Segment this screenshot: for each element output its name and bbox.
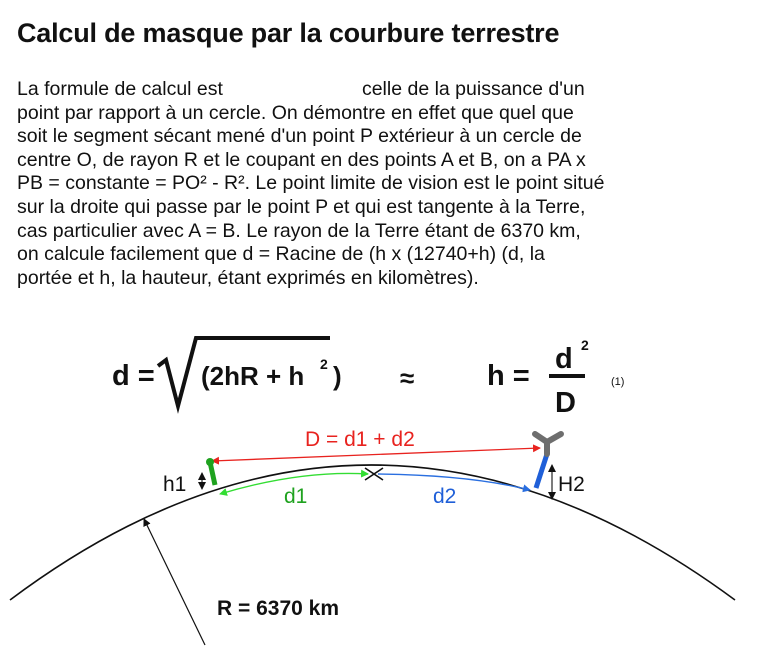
paragraph-line: soit le segment sécant mené d'un point P extérieur à un cercle de (17, 125, 582, 148)
paragraph-line: point par rapport à un cercle. On démontre en effet que quel que (17, 101, 574, 124)
label-d1: d1 (284, 485, 308, 508)
formula-radicand: (2hR + h (201, 361, 305, 391)
formula-rhs-lhs: h = (487, 360, 530, 392)
earth-surface-arc (10, 465, 735, 600)
formula-radicand-exponent: 2 (320, 356, 328, 372)
paragraph-line: sur la droite qui passe par le point P et qui est tangente à la Terre, (17, 195, 586, 218)
paragraph-line: centre O, de rayon R et le coupant en des points A et B, on a PA x (17, 148, 586, 171)
paragraph-line: cas particulier avec A = B. Le rayon de la Terre étant de 6370 km, (17, 219, 581, 242)
paragraph-line: portée et h, la hauteur, étant exprimés en kilomètres). (17, 266, 479, 289)
right-antenna-mast (536, 454, 547, 488)
fraction-denominator: D (555, 387, 576, 419)
paragraph-line-end: celle de la puissance d'un (361, 78, 585, 100)
label-h1: h1 (163, 473, 187, 496)
paragraph-line: PB = constante = PO² - R². Le point limite de vision est le point situé (17, 172, 605, 195)
paragraph-line-start: La formule de calcul est (17, 78, 223, 100)
label-R: R = 6370 km (217, 597, 340, 620)
fraction-numerator-exponent: 2 (581, 337, 589, 353)
label-D: D = d1 + d2 (305, 428, 415, 451)
right-antenna-head (535, 434, 561, 454)
approx-sign: ≈ (400, 363, 415, 393)
page-title: Calcul de masque par la courbure terrestre (17, 18, 560, 48)
label-H2: H2 (558, 473, 585, 496)
label-d2: d2 (433, 485, 457, 508)
fraction-numerator: d (555, 343, 573, 375)
left-antenna-dot (206, 458, 214, 466)
radius-arrow (144, 519, 205, 645)
formula (112, 337, 624, 419)
paragraph-line: on calcule facilement que d = Racine de (h x (12740+h) (d, la (17, 243, 545, 266)
formula-lhs: d = (112, 360, 155, 392)
footnote-marker: (1) (611, 376, 625, 388)
formula-radicand-close: ) (333, 361, 342, 391)
